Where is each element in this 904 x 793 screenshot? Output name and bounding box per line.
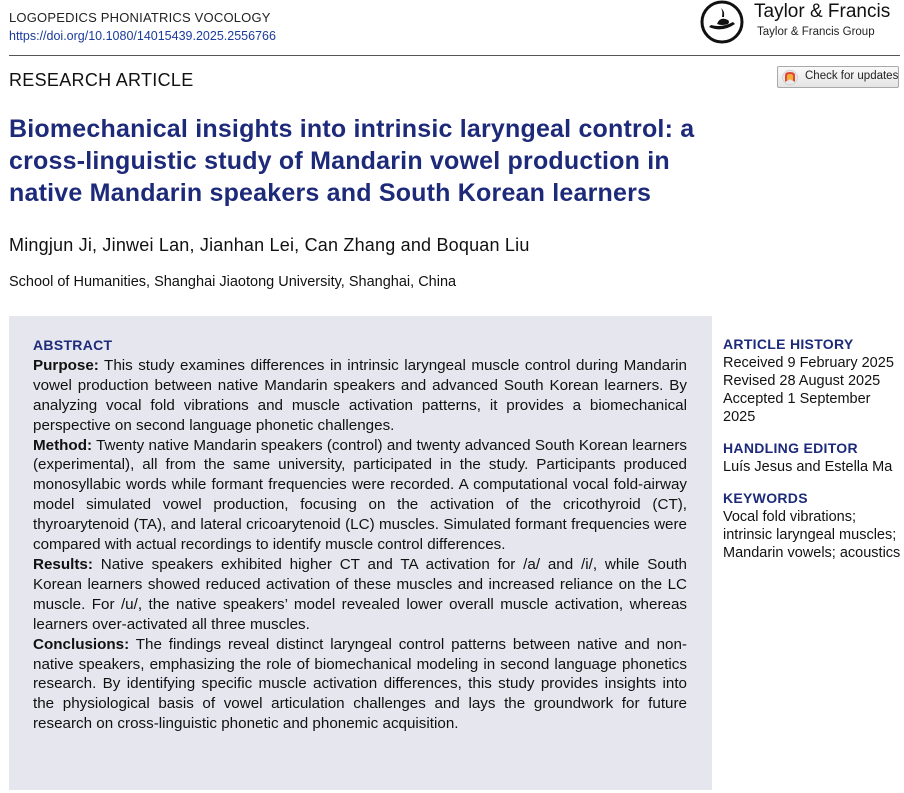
check-updates-icon bbox=[782, 69, 798, 86]
handling-editor-heading: HANDLING EDITOR bbox=[723, 440, 858, 456]
check-for-updates-button[interactable] bbox=[777, 66, 899, 88]
doi-link[interactable]: https://doi.org/10.1080/14015439.2025.2556766 bbox=[9, 29, 276, 43]
conclusions-text: The findings reveal distinct laryngeal control patterns between native and non-native speakers, emphasizing the role of biomechanical modeling in second language phonetics research. By identifying specific muscle activation differences, this study provides insights into the physiological basis of vowel articulation challenges and lays the groundwork for future research on cross-linguistic phonetic and phonemic acquisition. bbox=[33, 635, 687, 733]
handling-editor-names: Luís Jesus and Estella Ma bbox=[723, 459, 893, 475]
keywords-list: Vocal fold vibrations; intrinsic laryngeal muscles; Mandarin vowels; acoustics bbox=[723, 509, 901, 561]
purpose-text: This study examines differences in intrinsic laryngeal muscle control during Mandarin vowel production between native Mandarin speakers and advanced South Korean learners. By analyzing vocal fold vibrations and muscle activation patterns, it provides a biomechanical perspective on second language phonetic challenges. bbox=[33, 356, 687, 434]
abstract-conclusions bbox=[33, 635, 687, 735]
purpose-label: Purpose: bbox=[33, 356, 99, 374]
handling-editor bbox=[723, 439, 903, 476]
results-text: Native speakers exhibited higher CT and TA activation for /a/ and /i/, while South Korean learners showed reduced activation of these muscles and increased reliance on the LC muscle. For /u/, the native speakers’ model revealed lower overall muscle activation, whereas learners over-activated all three muscles. bbox=[33, 555, 687, 633]
accepted-date: Accepted 1 September 2025 bbox=[723, 391, 871, 425]
check-updates-label: Check for updates bbox=[805, 70, 899, 82]
revised-date: Revised 28 August 2025 bbox=[723, 373, 881, 389]
abstract-box bbox=[9, 316, 712, 790]
affiliation: School of Humanities, Shanghai Jiaotong University, Shanghai, China bbox=[9, 274, 457, 290]
publisher-name: Taylor & Francis bbox=[754, 1, 891, 22]
article-title: Biomechanical insights into intrinsic laryngeal control: a cross-linguistic study of Mandarin vowel production in native Mandarin speakers and South Korean learners bbox=[9, 115, 695, 207]
keywords-heading: KEYWORDS bbox=[723, 490, 808, 506]
publisher-group: Taylor & Francis Group bbox=[757, 26, 875, 38]
method-label: Method: bbox=[33, 436, 93, 454]
authors: Mingjun Ji, Jinwei Lan, Jianhan Lei, Can Zhang and Boquan Liu bbox=[9, 235, 530, 255]
received-date: Received 9 February 2025 bbox=[723, 355, 894, 371]
sidebar-metadata bbox=[723, 335, 903, 575]
article-type: RESEARCH ARTICLE bbox=[9, 70, 194, 90]
header-divider bbox=[9, 55, 900, 56]
conclusions-label: Conclusions: bbox=[33, 635, 130, 653]
abstract-purpose bbox=[33, 356, 687, 436]
lamp-icon bbox=[700, 0, 744, 44]
publisher-logo[interactable] bbox=[698, 0, 902, 44]
abstract-method bbox=[33, 436, 687, 555]
results-label: Results: bbox=[33, 555, 93, 573]
keywords bbox=[723, 489, 903, 562]
article-history-heading: ARTICLE HISTORY bbox=[723, 336, 854, 352]
method-text: Twenty native Mandarin speakers (control) and twenty advanced South Korean learners (experimental), all from the same university, participated in the study. Participants produced monosyllabic words while formant frequencies were recorded. A computational vocal fold-airway model simulated vowel production, focusing on the activation of the cricothyroid (CT), thyroarytenoid (TA), and lateral cricoarytenoid (LC) muscles. Simulated formant frequencies were compared with actual recordings to identify muscle control differences. bbox=[33, 436, 687, 554]
abstract-results bbox=[33, 555, 687, 635]
article-history bbox=[723, 335, 903, 426]
abstract-heading: ABSTRACT bbox=[33, 337, 113, 353]
journal-name: LOGOPEDICS PHONIATRICS VOCOLOGY bbox=[9, 10, 271, 25]
